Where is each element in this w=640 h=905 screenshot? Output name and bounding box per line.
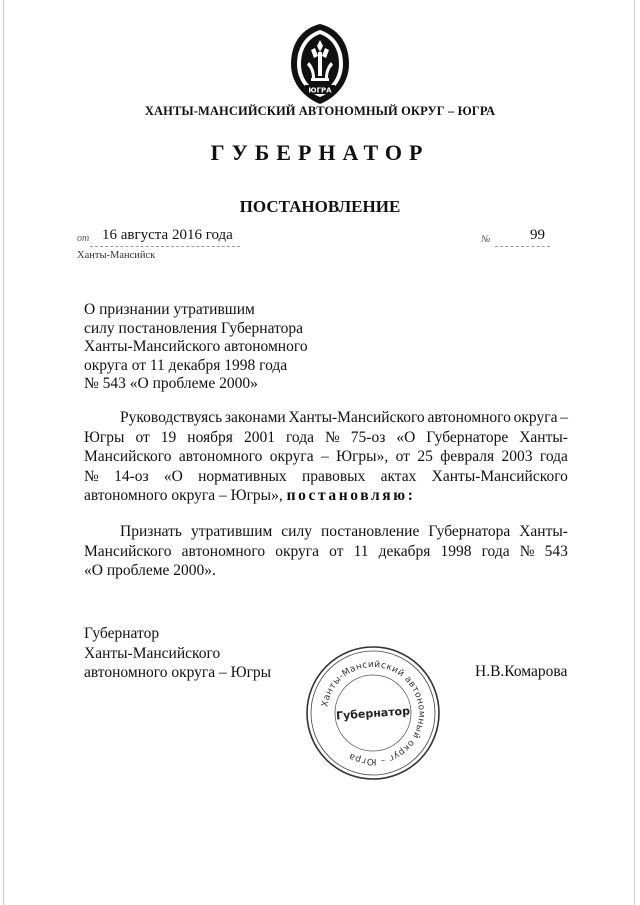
signer-name: Н.В.Комарова	[475, 663, 568, 680]
paragraph-word: от	[135, 428, 150, 446]
subject-line: № 543 «О проблеме 2000»	[84, 375, 258, 392]
paragraph-word: Признать	[120, 523, 182, 540]
number-underline	[495, 246, 550, 247]
paragraph-word: постановление	[320, 523, 420, 540]
paragraph-word: 75-оз	[350, 428, 386, 446]
scan-edge-left	[3, 0, 4, 905]
paragraph-word: 543	[544, 542, 568, 560]
paragraph-word: –	[321, 448, 329, 465]
subject-line: силу постановления Губернатора	[84, 319, 304, 337]
decree-word: постановляю:	[286, 487, 416, 504]
paragraph-line	[84, 486, 568, 506]
paragraph-word: февраля	[440, 448, 495, 465]
paragraph-word: от	[329, 542, 344, 560]
paragraph-word: Ханты-Мансийского	[431, 467, 568, 485]
paragraph-word: Мансийского	[84, 448, 172, 465]
issue-city: Ханты-Мансийск	[77, 250, 156, 261]
paragraph-line	[84, 561, 568, 581]
paragraph-word: года	[285, 428, 314, 446]
paragraph-word: Губернатора	[428, 523, 511, 540]
signer-title-line: автономного округа – Югры	[84, 664, 272, 681]
paragraph-word: законами	[224, 409, 286, 426]
signer-title-line: Губернатор	[84, 625, 160, 642]
paragraph-word: правовых	[301, 467, 366, 485]
number-prefix: №	[481, 234, 491, 245]
paragraph-word: ноября	[187, 428, 233, 446]
paragraph-word: автономного	[427, 409, 511, 426]
paragraph-word: Ханты-Мансийского	[288, 409, 425, 426]
paragraph-line	[84, 428, 568, 448]
official-seal	[303, 643, 443, 783]
paragraph-word: автономного	[178, 448, 263, 465]
paragraph-word: Мансийского	[84, 542, 172, 560]
authority-heading: ГУБЕРНАТОР	[210, 140, 430, 165]
paragraph-line	[84, 542, 568, 562]
subject-line: О признании утратившим	[84, 301, 255, 318]
paragraph-line	[84, 467, 568, 487]
document-subject	[84, 301, 308, 394]
paragraph-word: Губернаторе	[426, 428, 509, 446]
paragraph-word: декабря	[378, 542, 431, 560]
paragraph-word: округа	[269, 448, 314, 465]
paragraph-word: года	[539, 448, 568, 465]
paragraph-word: округа	[275, 542, 320, 560]
paragraph-word: Югры»,	[336, 448, 389, 465]
paragraph-word: Югры	[84, 428, 125, 446]
seal-ring-text: Ханты-Мансийский автономный округ – Югра	[320, 659, 427, 767]
paragraph-word: силу	[281, 523, 312, 540]
paragraph-text: «О проблеме 2000».	[84, 562, 216, 579]
paragraph-text: автономного округа – Югры»,	[84, 487, 283, 504]
body-paragraph-decision	[84, 522, 568, 581]
subject-line: Ханты-Мансийского автономного	[84, 338, 308, 355]
paragraph-line	[84, 447, 568, 467]
signer-title-line: Ханты-Мансийского	[84, 644, 221, 662]
paragraph-word: №	[324, 428, 340, 446]
date-prefix: от	[77, 233, 90, 244]
scan-edge-right	[634, 0, 635, 905]
date-underline	[90, 246, 240, 247]
paragraph-line	[84, 522, 568, 542]
paragraph-word: округа	[513, 409, 558, 426]
paragraph-word: 14-оз	[114, 467, 149, 485]
paragraph-word: актах	[380, 467, 417, 485]
paragraph-line	[84, 408, 568, 428]
region-title: ХАНТЫ-МАНСИЙСКИЙ АВТОНОМНЫЙ ОКРУГ – ЮГРА	[144, 104, 496, 118]
paragraph-word: 1998	[440, 542, 472, 560]
paragraph-word: «О	[163, 467, 183, 485]
paragraph-word: Ханты-	[519, 523, 568, 540]
paragraph-word: –	[560, 409, 568, 426]
paragraph-word: от	[395, 448, 410, 465]
paragraph-word: Ханты-	[519, 428, 568, 446]
paragraph-word: года	[481, 542, 510, 560]
signer-title	[84, 624, 271, 683]
body-paragraph-legal-basis	[84, 408, 568, 506]
emblem-caption: ЮГРА	[308, 86, 332, 95]
paragraph-word: 19	[160, 428, 177, 446]
paragraph-word: «О	[396, 428, 416, 446]
paragraph-word: 25	[417, 448, 433, 465]
paragraph-word: №	[84, 467, 99, 485]
document-date: 16 августа 2016 года	[102, 227, 233, 243]
seal-center-text: Губернатор	[335, 704, 411, 723]
subject-line: округа от 11 декабря 1998 года	[84, 356, 288, 374]
paragraph-word: нормативных	[198, 467, 287, 485]
paragraph-word: 11	[353, 542, 369, 560]
paragraph-word: 2001	[243, 428, 275, 446]
paragraph-word: №	[519, 542, 535, 560]
document-number: 99	[530, 227, 545, 243]
document-type-heading: ПОСТАНОВЛЕНИЕ	[239, 197, 401, 216]
paragraph-word: утратившим	[190, 523, 273, 540]
paragraph-word: 2003	[501, 448, 533, 465]
coat-of-arms-emblem	[285, 22, 355, 106]
paragraph-word: Руководствуясь	[120, 409, 223, 426]
paragraph-word: автономного	[181, 542, 266, 560]
